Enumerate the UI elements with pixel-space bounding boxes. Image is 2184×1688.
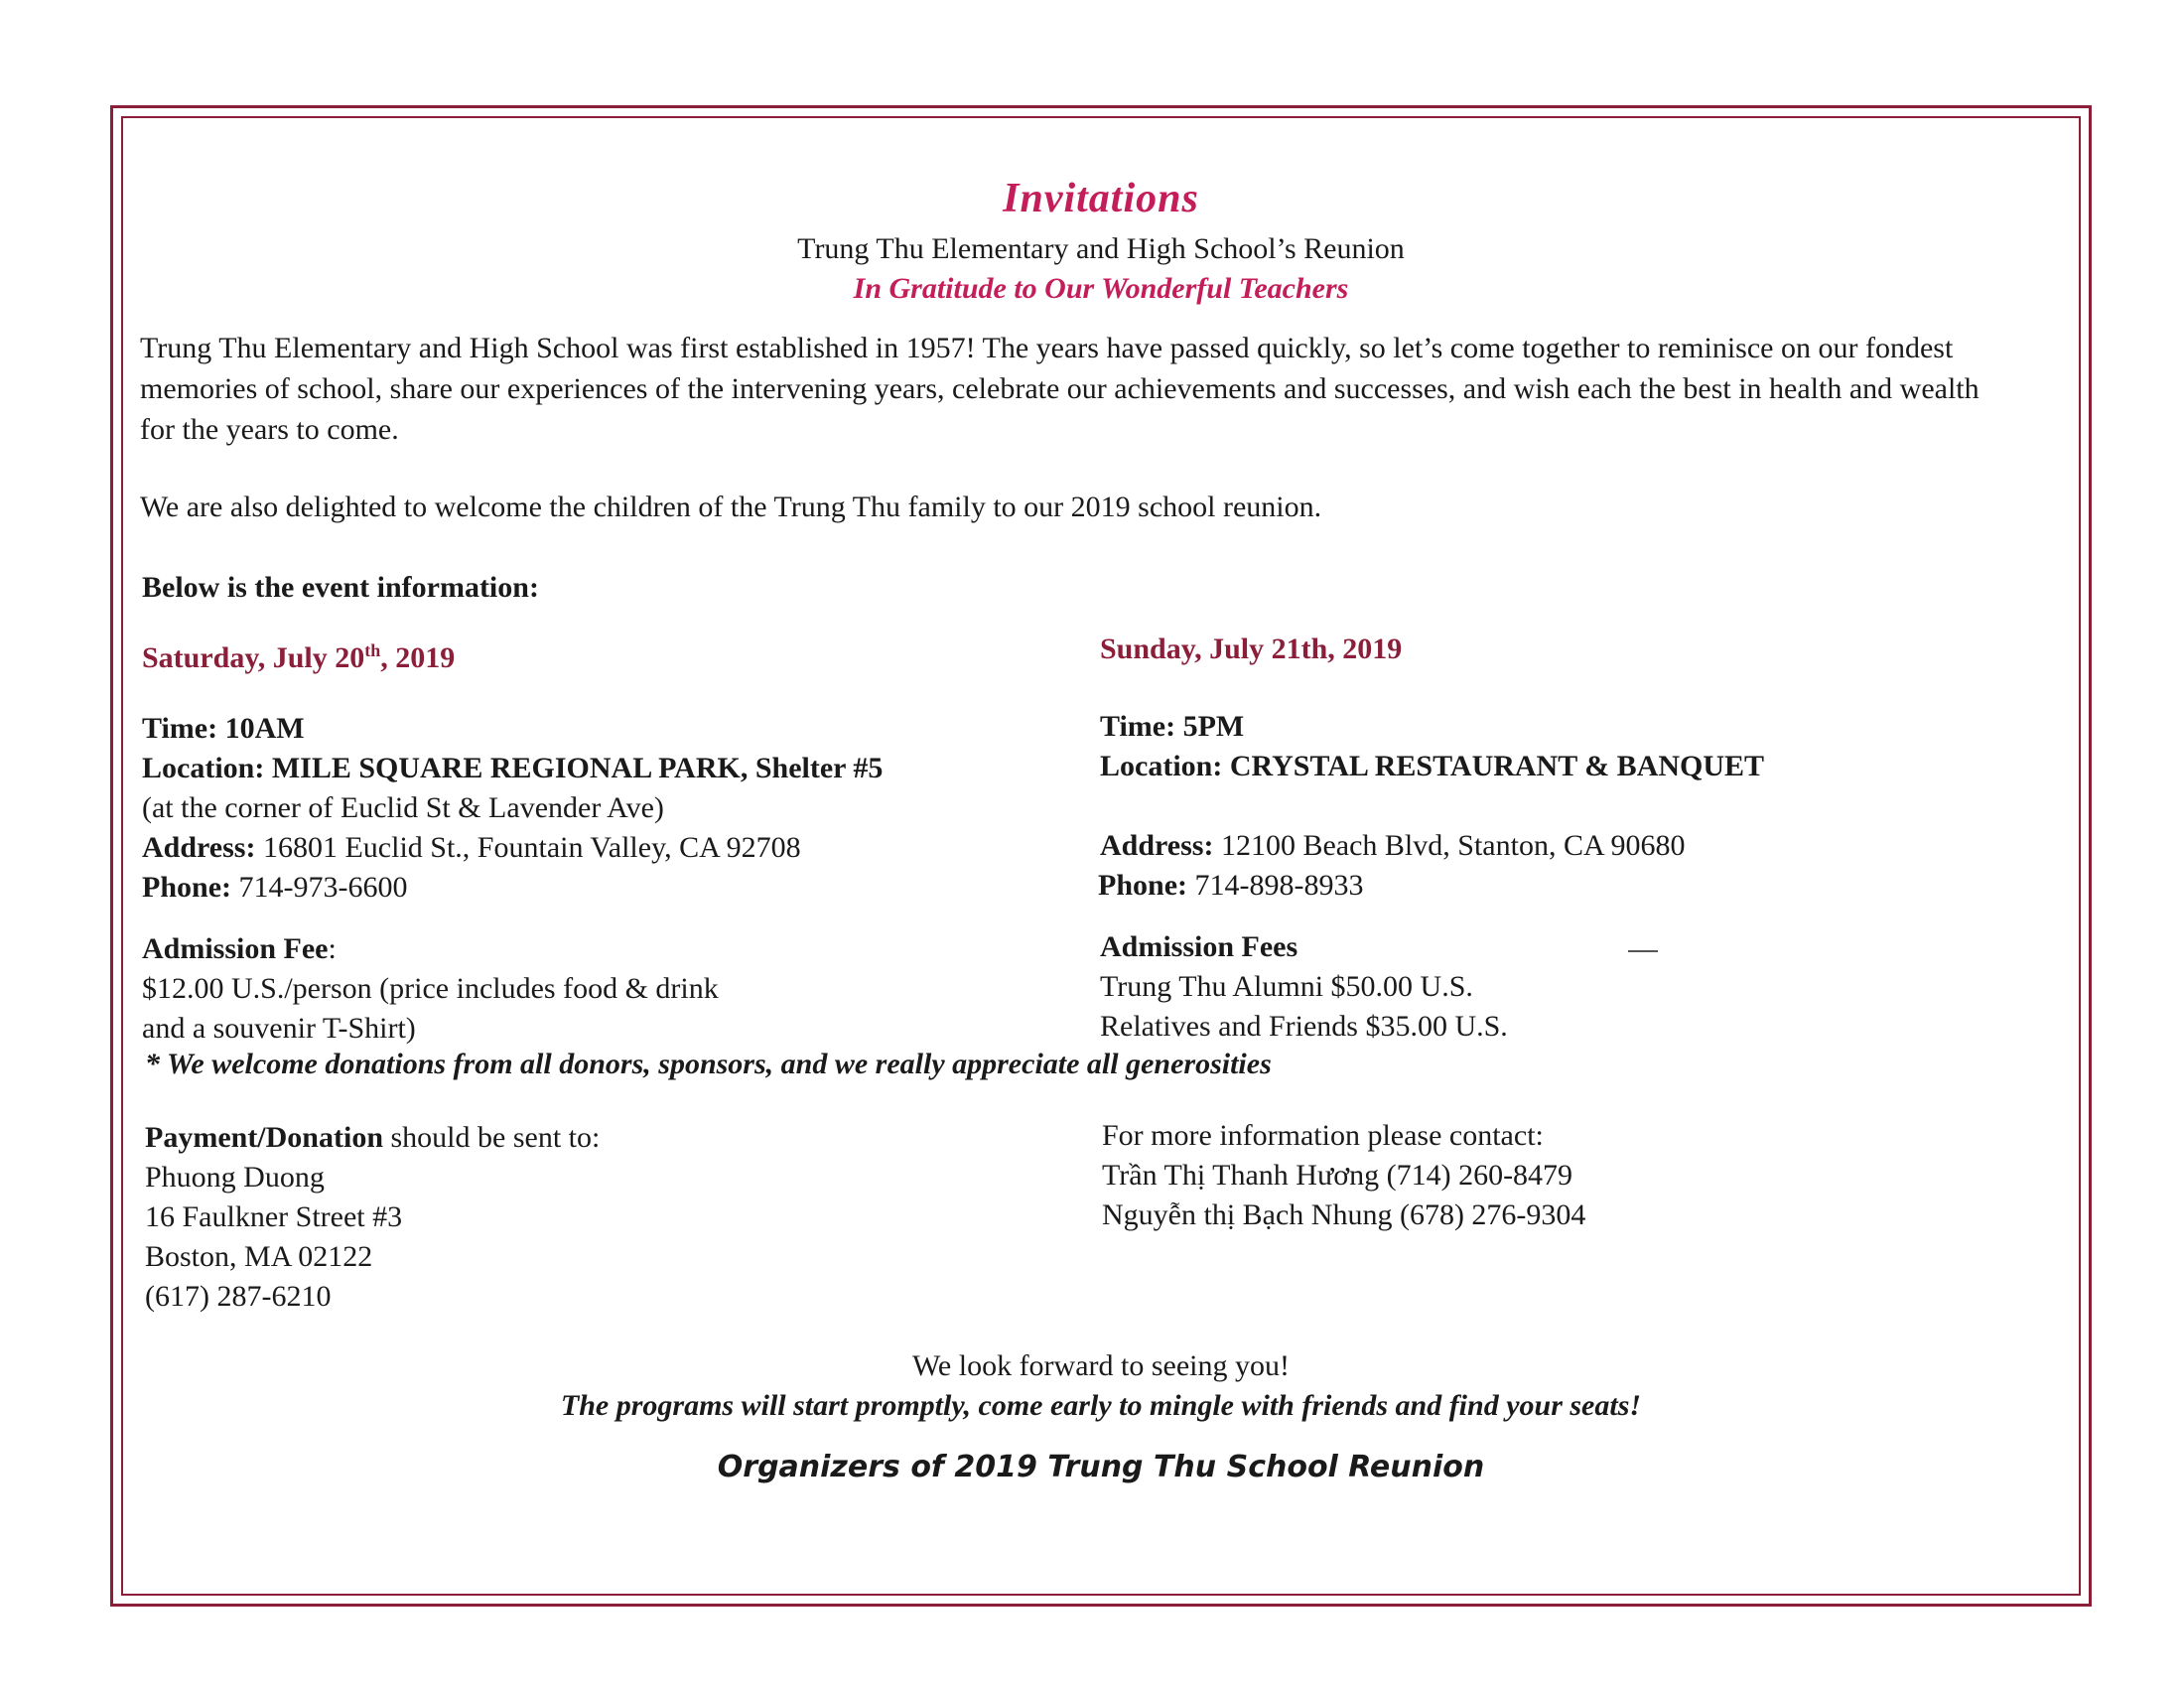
sunday-fee-line2: Relatives and Friends $35.00 U.S. [1100,1010,1508,1043]
contact-line: Trần Thị Thanh Hương (714) 260-8479 [1102,1159,1573,1192]
payment-line: (617) 287-6210 [145,1280,332,1313]
saturday-fee-line2: and a souvenir T-Shirt) [142,1012,416,1045]
saturday-location-note: (at the corner of Euclid St & Lavender Ave) [142,791,664,824]
payment-heading: Payment/Donation should be sent to: [145,1121,601,1154]
page-tagline: In Gratitude to Our Wonderful Teachers [853,272,1349,305]
saturday-phone: Phone: 714-973-6600 [142,871,408,904]
donation-note: * We welcome donations from all donors, sponsors, and we really appreciate all generosities [145,1048,1272,1080]
sunday-date: Sunday, July 21th, 2019 [1100,633,1403,665]
payment-line: 16 Faulkner Street #3 [145,1200,403,1233]
payment-line: Phuong Duong [145,1161,325,1194]
sunday-fee-line1: Trung Thu Alumni $50.00 U.S. [1100,970,1473,1003]
saturday-date: Saturday, July 20th, 2019 [142,640,456,674]
saturday-location: Location: MILE SQUARE REGIONAL PARK, Shelter #5 [142,752,884,784]
sunday-fee-label: Admission Fees [1100,930,1298,963]
organizers-signature: Organizers of 2019 Trung Thu School Reunion [717,1450,1485,1484]
closing-reminder: The programs will start promptly, come early to mingle with friends and find your seats! [560,1389,1642,1422]
stray-mark [1628,950,1658,952]
sunday-phone: Phone: 714-898-8933 [1098,869,1364,902]
contact-line: Nguyễn thị Bạch Nhung (678) 276-9304 [1102,1198,1586,1231]
saturday-address: Address: 16801 Euclid St., Fountain Valley, CA 92708 [142,831,801,864]
contact-heading: For more information please contact: [1102,1119,1544,1152]
closing-line: We look forward to seeing you! [912,1349,1290,1382]
intro-paragraph: Trung Thu Elementary and High School was first established in 1957! The years have passed quickly, so let’s come together to reminisce on our fondest memories of school, share our experiences of the intervening years, celebrate our achievements and successes, and wish each the best in health and wealth for the years to come. [140,332,1979,446]
sunday-location: Location: CRYSTAL RESTAURANT & BANQUET [1100,750,1765,782]
page-subtitle: Trung Thu Elementary and High School’s Reunion [797,232,1405,265]
saturday-fee-line1: $12.00 U.S./person (price includes food & drink [142,972,719,1005]
sunday-address: Address: 12100 Beach Blvd, Stanton, CA 90680 [1100,829,1686,862]
event-info-heading: Below is the event information: [142,571,539,604]
saturday-fee-label: Admission Fee: [142,932,337,965]
page-title: Invitations [1003,176,1199,221]
saturday-time: Time: 10AM [142,712,305,745]
sunday-time: Time: 5PM [1100,710,1245,743]
welcome-paragraph: We are also delighted to welcome the children of the Trung Thu family to our 2019 school reunion. [140,491,1322,523]
payment-line: Boston, MA 02122 [145,1240,373,1273]
